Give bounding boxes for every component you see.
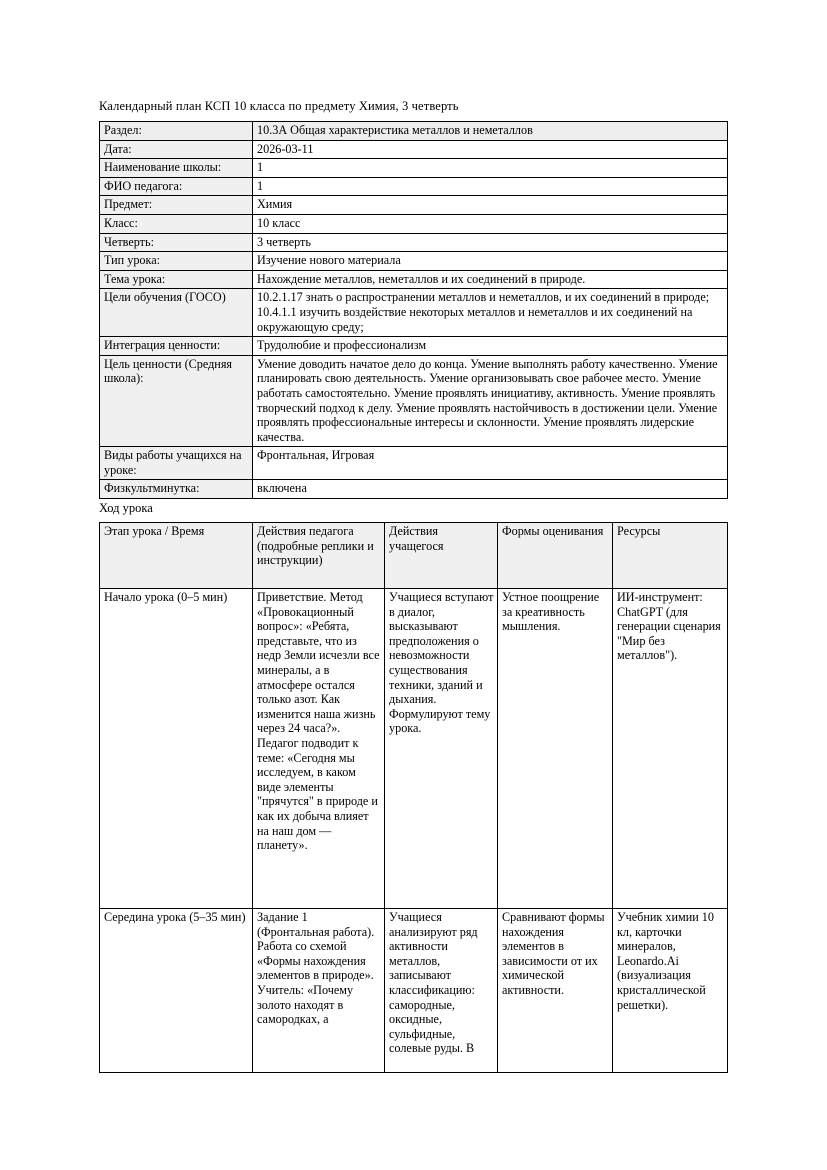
cell-resources: ИИ-инструмент: ChatGPT (для генерации сценария "Мир без металлов"). xyxy=(613,589,728,909)
info-label: Раздел: xyxy=(100,122,253,141)
table-row xyxy=(100,140,728,159)
table-row xyxy=(100,589,728,909)
lesson-info-table xyxy=(99,121,728,499)
column-header-assessment-forms: Формы оценивания xyxy=(498,523,613,589)
info-label: Предмет: xyxy=(100,196,253,215)
table-header-row xyxy=(100,523,728,589)
column-header-stage: Этап урока / Время xyxy=(100,523,253,589)
lesson-info-table-body xyxy=(100,122,728,499)
info-label: Наименование школы: xyxy=(100,159,253,178)
cell-teacher-actions: Приветствие. Метод «Провокационный вопрос»: «Ребята, представьте, что из недр Земли исчезли все минералы, а в атмосфере остался только азот. Как изменится наша жизнь через 24 часа?». Педагог подводит к теме: «Сегодня мы исследуем, в каком виде элементы "прячутся" в природе и как их добыча влияет на наш дом — планету». xyxy=(253,589,385,909)
lesson-flow-table-head xyxy=(100,523,728,589)
column-header-teacher-actions: Действия педагога (подробные реплики и инструкции) xyxy=(253,523,385,589)
info-label: Физкультминутка: xyxy=(100,480,253,499)
info-value: Трудолюбие и профессионализм xyxy=(253,337,728,356)
info-label: Виды работы учащихся на уроке: xyxy=(100,447,253,480)
lesson-flow-table-body xyxy=(100,589,728,1073)
info-value: 2026-03-11 xyxy=(253,140,728,159)
info-value: Фронтальная, Игровая xyxy=(253,447,728,480)
table-row xyxy=(100,270,728,289)
info-label: ФИО педагога: xyxy=(100,177,253,196)
info-value: 1 xyxy=(253,177,728,196)
cell-student-actions: Учащиеся вступают в диалог, высказывают предположения о невозможности существования техники, зданий и дыхания. Формулируют тему урока. xyxy=(385,589,498,909)
cell-stage: Середина урока (5–35 мин) xyxy=(100,909,253,1073)
table-row xyxy=(100,480,728,499)
info-value: Умение доводить начатое дело до конца. Умение выполнять работу качественно. Умение планировать свою деятельность. Умение организовывать свое рабочее место. Умение работать самостоятельно. Умение проявлять инициативу, активность. Умение проявлять творческий подход к делу. Умение проявлять настойчивость в достижении цели. Умение проявлять профессиональные интересы и склонности. Умение проявлять лидерские качества. xyxy=(253,355,728,447)
column-header-student-actions: Действия учащегося xyxy=(385,523,498,589)
info-label: Класс: xyxy=(100,214,253,233)
cell-stage: Начало урока (0–5 мин) xyxy=(100,589,253,909)
info-label: Тема урока: xyxy=(100,270,253,289)
info-value: 1 xyxy=(253,159,728,178)
table-row xyxy=(100,233,728,252)
table-row xyxy=(100,177,728,196)
cell-teacher-actions: Задание 1 (Фронтальная работа). Работа со схемой «Формы нахождения элементов в природе». Учитель: «Почему золото находят в самородках, а xyxy=(253,909,385,1073)
cell-assessment-forms: Сравнивают формы нахождения элементов в зависимости от их химической активности. xyxy=(498,909,613,1073)
info-value: Химия xyxy=(253,196,728,215)
lesson-flow-heading: Ход урока xyxy=(99,501,153,516)
info-value: 10.2.1.17 знать о распространении металлов и неметаллов, и их соединений в природе; 10.4.1.1 изучить воздействие некоторых металлов и неметаллов и их соединений на окружающую среду; xyxy=(253,289,728,337)
table-row xyxy=(100,909,728,1073)
page-title: Календарный план КСП 10 класса по предмету Химия, 3 четверть xyxy=(99,99,459,113)
info-label: Цели обучения (ГОСО) xyxy=(100,289,253,337)
lesson-flow-table xyxy=(99,522,728,1073)
table-row xyxy=(100,159,728,178)
info-value: Изучение нового материала xyxy=(253,252,728,271)
table-row xyxy=(100,252,728,271)
info-value: Нахождение металлов, неметаллов и их соединений в природе. xyxy=(253,270,728,289)
info-value: включена xyxy=(253,480,728,499)
info-label: Четверть: xyxy=(100,233,253,252)
table-row xyxy=(100,196,728,215)
table-row xyxy=(100,337,728,356)
info-label: Цель ценности (Средняя школа): xyxy=(100,355,253,447)
info-label: Интеграция ценности: xyxy=(100,337,253,356)
column-header-resources: Ресурсы xyxy=(613,523,728,589)
info-label: Тип урока: xyxy=(100,252,253,271)
info-value: 3 четверть xyxy=(253,233,728,252)
table-row xyxy=(100,122,728,141)
info-label: Дата: xyxy=(100,140,253,159)
table-row xyxy=(100,355,728,447)
cell-student-actions: Учащиеся анализируют ряд активности металлов, записывают классификацию: самородные, оксидные, сульфидные, солевые руды. В xyxy=(385,909,498,1073)
cell-assessment-forms: Устное поощрение за креативность мышления. xyxy=(498,589,613,909)
table-row xyxy=(100,214,728,233)
cell-resources: Учебник химии 10 кл, карточки минералов, Leonardo.Ai (визуализация кристаллической решетки). xyxy=(613,909,728,1073)
table-row xyxy=(100,289,728,337)
info-value: 10 класс xyxy=(253,214,728,233)
info-value: 10.3А Общая характеристика металлов и неметаллов xyxy=(253,122,728,141)
table-row xyxy=(100,447,728,480)
